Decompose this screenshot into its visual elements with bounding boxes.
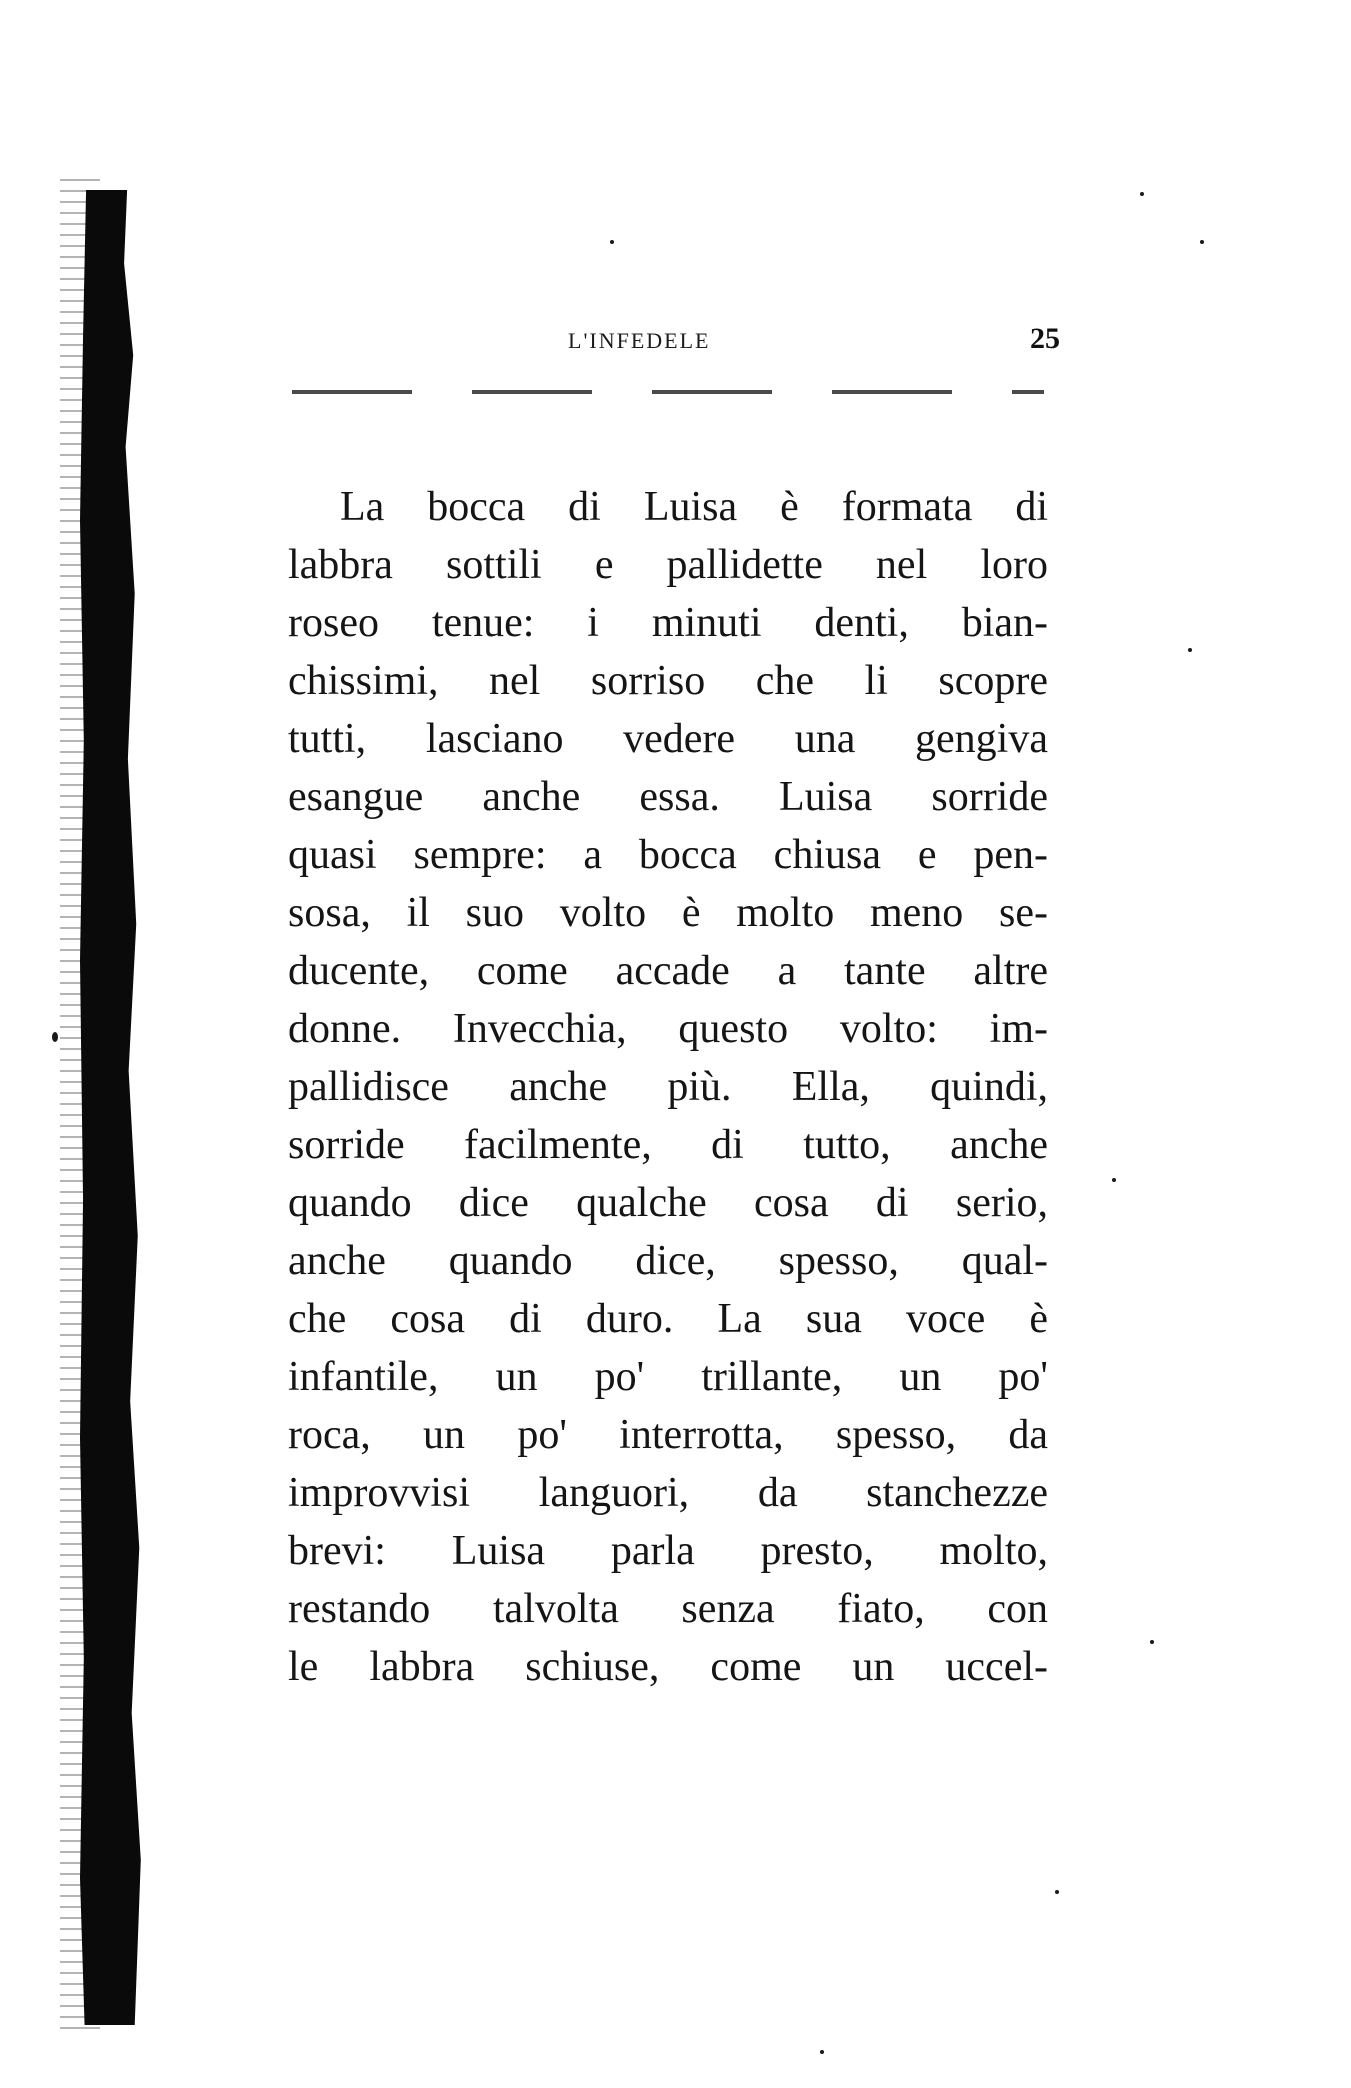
scan-speck	[1150, 1640, 1154, 1644]
text-line: improvvisi languori, da stanchezze	[288, 1470, 1048, 1516]
text-line: sosa, il suo volto è molto meno se-	[288, 890, 1048, 936]
text-line: sorride facilmente, di tutto, anche	[288, 1122, 1048, 1168]
text-line: restando talvolta senza fiato, con	[288, 1586, 1048, 1632]
scan-speck	[1112, 1178, 1116, 1182]
text-line: pallidisce anche più. Ella, quindi,	[288, 1064, 1048, 1110]
text-line: anche quando dice, spesso, qual-	[288, 1238, 1048, 1284]
scan-speck	[52, 1032, 58, 1042]
scan-speck	[610, 240, 614, 244]
scan-speck	[1200, 240, 1204, 244]
text-line: che cosa di duro. La sua voce è	[288, 1296, 1048, 1342]
text-line: roseo tenue: i minuti denti, bian-	[288, 600, 1048, 646]
running-title: L'INFEDELE	[568, 328, 711, 353]
text-line: labbra sottili e pallidette nel loro	[288, 542, 1048, 588]
text-line: quando dice qualche cosa di serio,	[288, 1180, 1048, 1226]
text-line: tutti, lasciano vedere una gengiva	[288, 716, 1048, 762]
header-rule	[292, 390, 1044, 394]
text-line: ducente, come accade a tante altre	[288, 948, 1048, 994]
scan-speck	[1188, 648, 1192, 652]
scan-speck	[1140, 192, 1144, 196]
text-line: chissimi, nel sorriso che li scopre	[288, 658, 1048, 704]
binding-edge	[80, 190, 156, 2025]
scan-speck	[1055, 1890, 1059, 1894]
text-line: donne. Invecchia, questo volto: im-	[288, 1006, 1048, 1052]
text-line: le labbra schiuse, come un uccel-	[288, 1644, 1048, 1690]
scan-speck	[820, 2050, 824, 2054]
text-line: quasi sempre: a bocca chiusa e pen-	[288, 832, 1048, 878]
text-line: esangue anche essa. Luisa sorride	[288, 774, 1048, 820]
running-head	[280, 322, 1060, 368]
text-line: roca, un po' interrotta, spesso, da	[288, 1412, 1048, 1458]
page-number: 25	[1030, 322, 1060, 355]
text-line: brevi: Luisa parla presto, molto,	[288, 1528, 1048, 1574]
text-line: La bocca di Luisa è formata di	[340, 484, 1048, 530]
body-text	[288, 478, 1048, 1696]
text-line: infantile, un po' trillante, un po'	[288, 1354, 1048, 1400]
